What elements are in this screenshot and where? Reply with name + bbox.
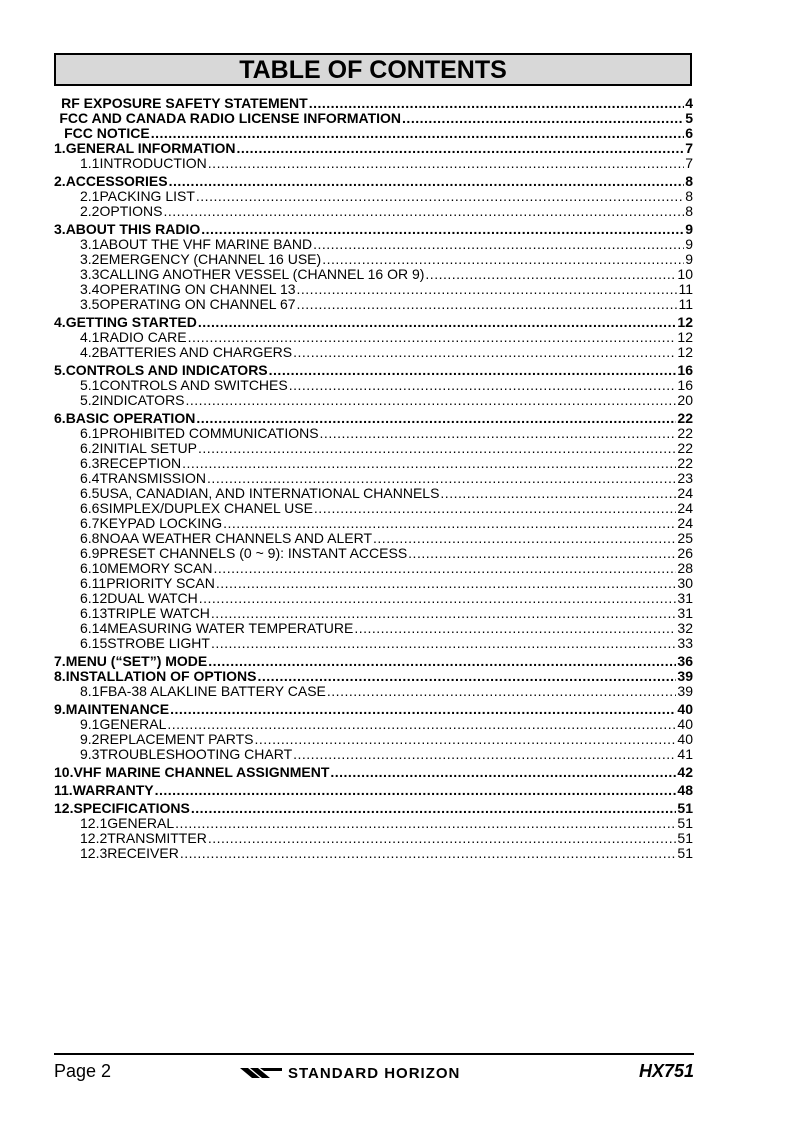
toc-dot-leader	[163, 204, 684, 219]
toc-entry-label: MEASURING WATER TEMPERATURE	[107, 621, 354, 636]
toc-entry-page: 7	[685, 156, 693, 171]
toc-entry-page: 51	[677, 846, 693, 861]
toc-entry-page: 51	[677, 816, 693, 831]
toc-entry-label: PRESET CHANNELS (0 ~ 9): INSTANT ACCESS	[99, 546, 408, 561]
toc-entry-number: 11.	[54, 783, 73, 798]
toc-section-entry[interactable]	[54, 654, 693, 669]
toc-dot-leader	[211, 606, 677, 621]
toc-entry-label: MEMORY SCAN	[107, 561, 213, 576]
toc-entry-page: 8	[685, 189, 693, 204]
toc-entry-label: USA, CANADIAN, AND INTERNATIONAL CHANNELS	[99, 486, 440, 501]
toc-dot-leader	[320, 426, 677, 441]
toc-dot-leader	[198, 441, 676, 456]
footer-brand	[240, 1062, 460, 1084]
toc-entry-label: SIMPLEX/DUPLEX CHANEL USE	[99, 501, 313, 516]
toc-dot-leader	[155, 783, 677, 798]
toc-dot-leader	[167, 717, 676, 732]
toc-section-entry[interactable]	[54, 669, 693, 684]
toc-subsection-entry[interactable]	[54, 501, 693, 516]
toc-subsection-entry[interactable]	[54, 237, 693, 252]
toc-entry-number: 12.3	[80, 846, 108, 861]
toc-entry-page: 6	[685, 126, 693, 141]
toc-dot-leader	[151, 126, 685, 141]
toc-entry-label: BATTERIES AND CHARGERS	[99, 345, 293, 360]
toc-subsection-entry[interactable]	[54, 531, 693, 546]
toc-entry-label: OPTIONS	[99, 204, 163, 219]
toc-entry-number: 3.4	[80, 282, 100, 297]
toc-subsection-entry[interactable]	[54, 591, 693, 606]
toc-entry-label: OPERATING ON CHANNEL 13	[99, 282, 296, 297]
toc-entry-page: 10	[677, 267, 693, 282]
toc-entry-number: 6.11	[80, 576, 107, 591]
toc-entry-label: PACKING LIST	[99, 189, 195, 204]
toc-subsection-entry[interactable]	[54, 684, 693, 699]
toc-entry-page: 51	[677, 831, 693, 846]
toc-subsection-entry[interactable]	[54, 471, 693, 486]
toc-entry-number: 6.9	[80, 546, 100, 561]
toc-entry-number: 2.2	[80, 204, 100, 219]
toc-entry-label: RECEIVER	[107, 846, 179, 861]
toc-subsection-entry[interactable]	[54, 747, 693, 762]
toc-entry-page: 22	[677, 441, 693, 456]
toc-dot-leader	[216, 576, 677, 591]
toc-dot-leader	[255, 732, 677, 747]
toc-dot-leader	[289, 378, 677, 393]
toc-entry-number: 6.13	[80, 606, 108, 621]
toc-entry-page: 23	[677, 471, 693, 486]
toc-entry-number: 12.	[54, 801, 74, 816]
toc-subsection-entry[interactable]	[54, 831, 693, 846]
toc-section-entry[interactable]	[54, 126, 693, 141]
footer-page-number: Page 2	[54, 1061, 112, 1081]
toc-entry-page: 25	[677, 531, 693, 546]
toc-entry-page: 22	[677, 411, 693, 426]
toc-entry-number: 10.	[54, 765, 74, 780]
toc-section-entry[interactable]	[54, 141, 693, 156]
toc-entry-page: 51	[677, 801, 693, 816]
toc-dot-leader	[309, 96, 684, 111]
toc-entry-page: 40	[677, 717, 693, 732]
toc-entry-number: 3.5	[80, 297, 100, 312]
toc-dot-leader	[175, 816, 676, 831]
toc-entry-number: 3.1	[80, 237, 100, 252]
page-title: TABLE OF CONTENTS	[239, 56, 507, 84]
toc-entry-label: ABOUT THE VHF MARINE BAND	[99, 237, 313, 252]
toc-entry-number: 6.15	[80, 636, 108, 651]
toc-entry-number: 4.2	[80, 345, 100, 360]
toc-dot-leader	[402, 111, 684, 126]
toc-subsection-entry[interactable]	[54, 267, 693, 282]
toc-entry-page: 16	[677, 378, 693, 393]
toc-subsection-entry[interactable]	[54, 576, 693, 591]
toc-dot-leader	[313, 237, 684, 252]
toc-dot-leader	[169, 174, 685, 189]
toc-entry-page: 8	[685, 204, 693, 219]
toc-entry-label: FCC NOTICE	[64, 126, 150, 141]
toc-entry-label: CALLING ANOTHER VESSEL (CHANNEL 16 OR 9)	[99, 267, 425, 282]
toc-dot-leader	[297, 297, 678, 312]
toc-dot-leader	[170, 702, 676, 717]
toc-entry-page: 31	[677, 591, 693, 606]
toc-entry-label: RECEPTION	[99, 456, 182, 471]
toc-entry-number: 5.2	[80, 393, 100, 408]
toc-entry-number: 6.1	[80, 426, 100, 441]
toc-entry-label: MENU (“SET”) MODE	[65, 654, 208, 669]
toc-entry-label: PROHIBITED COMMUNICATIONS	[99, 426, 319, 441]
toc-dot-leader	[207, 471, 676, 486]
standard-horizon-logo-icon	[240, 1066, 282, 1080]
toc-entry-label: KEYPAD LOCKING	[99, 516, 223, 531]
toc-subsection-entry[interactable]	[54, 441, 693, 456]
toc-entry-label: RADIO CARE	[99, 330, 187, 345]
toc-entry-number: 9.2	[80, 732, 100, 747]
toc-entry-page: 36	[677, 654, 693, 669]
toc-dot-leader	[269, 363, 677, 378]
toc-entry-label: REPLACEMENT PARTS	[99, 732, 254, 747]
toc-dot-leader	[196, 411, 676, 426]
toc-section-entry[interactable]	[54, 765, 693, 780]
toc-entry-number: 2.1	[80, 189, 100, 204]
footer-model: HX751	[638, 1061, 694, 1081]
toc-dot-leader	[314, 501, 677, 516]
toc-entry-number: 4.1	[80, 330, 100, 345]
toc-entry-page: 24	[677, 516, 693, 531]
toc-entry-number: 3.2	[80, 252, 100, 267]
toc-entry-page: 7	[685, 141, 693, 156]
toc-section-entry[interactable]	[54, 363, 693, 378]
toc-entry-label: TRANSMISSION	[99, 471, 207, 486]
toc-entry-label: GETTING STARTED	[65, 315, 197, 330]
toc-section-entry[interactable]	[54, 111, 693, 126]
toc-title-box	[54, 53, 692, 86]
toc-entry-label: FBA-38 ALAKLINE BATTERY CASE	[99, 684, 326, 699]
toc-entry-label: MAINTENANCE	[65, 702, 170, 717]
toc-entry-label: EMERGENCY (CHANNEL 16 USE)	[99, 252, 322, 267]
toc-entry-number: 6.8	[80, 531, 100, 546]
toc-entry-number: 6.4	[80, 471, 100, 486]
toc-entry-page: 16	[677, 363, 693, 378]
toc-dot-leader	[425, 267, 676, 282]
toc-entry-label: DUAL WATCH	[107, 591, 198, 606]
toc-subsection-entry[interactable]	[54, 204, 693, 219]
toc-subsection-entry[interactable]	[54, 816, 693, 831]
toc-section-entry[interactable]	[54, 702, 693, 717]
toc-entry-label: GENERAL	[99, 717, 167, 732]
toc-dot-leader	[408, 546, 676, 561]
toc-dot-leader	[201, 222, 684, 237]
toc-entry-page: 42	[677, 765, 693, 780]
toc-entry-page: 48	[677, 783, 693, 798]
toc-entry-page: 22	[677, 456, 693, 471]
toc-entry-number: 6.2	[80, 441, 100, 456]
toc-dot-leader	[180, 846, 677, 861]
toc-entry-label: NOAA WEATHER CHANNELS AND ALERT	[99, 531, 373, 546]
toc-entry-label: INITIAL SETUP	[99, 441, 197, 456]
toc-dot-leader	[196, 189, 684, 204]
toc-entry-page: 24	[677, 501, 693, 516]
toc-dot-leader	[208, 654, 676, 669]
toc-subsection-entry[interactable]	[54, 546, 693, 561]
toc-dot-leader	[211, 636, 676, 651]
toc-subsection-entry[interactable]	[54, 636, 693, 651]
toc-subsection-entry[interactable]	[54, 516, 693, 531]
toc-entry-page: 9	[685, 252, 693, 267]
toc-dot-leader	[373, 531, 676, 546]
toc-subsection-entry[interactable]	[54, 378, 693, 393]
toc-entry-number: 6.6	[80, 501, 100, 516]
toc-entry-label: CONTROLS AND INDICATORS	[65, 363, 268, 378]
toc-entry-number: 6.5	[80, 486, 100, 501]
toc-dot-leader	[330, 765, 676, 780]
footer-divider	[54, 1053, 694, 1055]
toc-entry-page: 40	[677, 702, 693, 717]
toc-entry-label: PRIORITY SCAN	[106, 576, 215, 591]
toc-entry-number: 9.	[54, 702, 66, 717]
toc-dot-leader	[237, 141, 685, 156]
toc-entry-page: 33	[677, 636, 693, 651]
toc-subsection-entry[interactable]	[54, 717, 693, 732]
toc-entry-page: 40	[677, 732, 693, 747]
toc-entry-number: 1.	[54, 141, 66, 156]
toc-entry-label: FCC AND CANADA RADIO LICENSE INFORMATION	[59, 111, 402, 126]
toc-entry-page: 12	[677, 315, 693, 330]
toc-entry-page: 39	[677, 669, 693, 684]
toc-entry-page: 32	[677, 621, 693, 636]
toc-entry-page: 4	[685, 96, 693, 111]
toc-dot-leader	[440, 486, 676, 501]
toc-dot-leader	[214, 561, 677, 576]
toc-entry-page: 9	[685, 237, 693, 252]
toc-subsection-entry[interactable]	[54, 282, 693, 297]
toc-section-entry[interactable]	[54, 801, 693, 816]
toc-list	[54, 96, 693, 861]
toc-entry-page: 26	[677, 546, 693, 561]
toc-entry-number: 4.	[54, 315, 66, 330]
toc-dot-leader	[199, 591, 677, 606]
toc-entry-number: 1.1	[80, 156, 100, 171]
toc-entry-number: 8.	[54, 669, 66, 684]
toc-entry-number: 3.3	[80, 267, 100, 282]
toc-dot-leader	[198, 315, 677, 330]
toc-entry-label: INDICATORS	[99, 393, 185, 408]
toc-entry-label: WARRANTY	[72, 783, 154, 798]
toc-entry-label: RF EXPOSURE SAFETY STATEMENT	[61, 96, 308, 111]
toc-entry-label: ACCESSORIES	[65, 174, 168, 189]
toc-dot-leader	[297, 282, 678, 297]
toc-entry-number: 9.3	[80, 747, 100, 762]
toc-subsection-entry[interactable]	[54, 456, 693, 471]
toc-section-entry[interactable]	[54, 783, 693, 798]
toc-subsection-entry[interactable]	[54, 345, 693, 360]
toc-subsection-entry[interactable]	[54, 330, 693, 345]
toc-dot-leader	[188, 330, 677, 345]
toc-entry-page: 41	[677, 747, 693, 762]
toc-entry-number: 2.	[54, 174, 66, 189]
toc-subsection-entry[interactable]	[54, 393, 693, 408]
toc-entry-label: INTRODUCTION	[99, 156, 207, 171]
toc-entry-number: 12.2	[80, 831, 108, 846]
toc-entry-page: 5	[685, 111, 693, 126]
toc-entry-number: 6.12	[80, 591, 108, 606]
toc-dot-leader	[293, 747, 676, 762]
toc-entry-page: 11	[678, 282, 693, 297]
toc-entry-number: 8.1	[80, 684, 100, 699]
toc-entry-label: GENERAL	[107, 816, 175, 831]
toc-subsection-entry[interactable]	[54, 732, 693, 747]
toc-dot-leader	[354, 621, 676, 636]
toc-entry-page: 31	[677, 606, 693, 621]
toc-entry-number: 6.7	[80, 516, 100, 531]
toc-entry-number: 6.	[54, 411, 66, 426]
toc-entry-label: TRANSMITTER	[107, 831, 207, 846]
toc-entry-page: 12	[677, 345, 693, 360]
toc-section-entry[interactable]	[54, 222, 693, 237]
toc-entry-label: TRIPLE WATCH	[107, 606, 210, 621]
toc-entry-page: 8	[685, 174, 693, 189]
toc-dot-leader	[258, 669, 677, 684]
toc-entry-page: 24	[677, 486, 693, 501]
toc-section-entry[interactable]	[54, 96, 693, 111]
toc-entry-number: 6.10	[80, 561, 108, 576]
toc-entry-label: CONTROLS AND SWITCHES	[99, 378, 288, 393]
toc-dot-leader	[223, 516, 676, 531]
toc-entry-label: ABOUT THIS RADIO	[65, 222, 201, 237]
toc-subsection-entry[interactable]	[54, 297, 693, 312]
toc-subsection-entry[interactable]	[54, 606, 693, 621]
toc-entry-number: 7.	[54, 654, 66, 669]
toc-dot-leader	[322, 252, 684, 267]
toc-section-entry[interactable]	[54, 174, 693, 189]
toc-section-entry[interactable]	[54, 315, 693, 330]
toc-entry-page: 22	[677, 426, 693, 441]
toc-dot-leader	[191, 801, 677, 816]
toc-entry-number: 6.14	[80, 621, 108, 636]
toc-entry-page: 30	[677, 576, 693, 591]
toc-dot-leader	[182, 456, 676, 471]
toc-subsection-entry[interactable]	[54, 561, 693, 576]
toc-entry-number: 9.1	[80, 717, 100, 732]
toc-entry-label: SPECIFICATIONS	[73, 801, 190, 816]
toc-dot-leader	[327, 684, 677, 699]
toc-dot-leader	[208, 156, 684, 171]
toc-entry-number: 5.1	[80, 378, 100, 393]
toc-subsection-entry[interactable]	[54, 426, 693, 441]
toc-entry-page: 20	[677, 393, 693, 408]
toc-entry-number: 6.3	[80, 456, 100, 471]
toc-entry-number: 12.1	[80, 816, 108, 831]
toc-entry-label: GENERAL INFORMATION	[65, 141, 236, 156]
toc-entry-page: 28	[677, 561, 693, 576]
toc-entry-label: TROUBLESHOOTING CHART	[99, 747, 293, 762]
toc-dot-leader	[208, 831, 677, 846]
toc-entry-label: STROBE LIGHT	[107, 636, 210, 651]
toc-entry-label: VHF MARINE CHANNEL ASSIGNMENT	[73, 765, 330, 780]
toc-entry-page: 11	[678, 297, 693, 312]
toc-entry-number: 5.	[54, 363, 66, 378]
toc-subsection-entry[interactable]	[54, 846, 693, 861]
toc-subsection-entry[interactable]	[54, 156, 693, 171]
toc-entry-page: 9	[685, 222, 693, 237]
toc-entry-page: 39	[677, 684, 693, 699]
toc-subsection-entry[interactable]	[54, 621, 693, 636]
toc-entry-page: 12	[677, 330, 693, 345]
toc-subsection-entry[interactable]	[54, 486, 693, 501]
toc-section-entry[interactable]	[54, 411, 693, 426]
toc-entry-label: BASIC OPERATION	[65, 411, 196, 426]
toc-entry-label: INSTALLATION OF OPTIONS	[65, 669, 257, 684]
toc-dot-leader	[293, 345, 676, 360]
toc-subsection-entry[interactable]	[54, 252, 693, 267]
toc-subsection-entry[interactable]	[54, 189, 693, 204]
brand-name: STANDARD HORIZON	[288, 1064, 461, 1082]
toc-dot-leader	[186, 393, 677, 408]
toc-entry-label: OPERATING ON CHANNEL 67	[99, 297, 296, 312]
toc-entry-number: 3.	[54, 222, 66, 237]
